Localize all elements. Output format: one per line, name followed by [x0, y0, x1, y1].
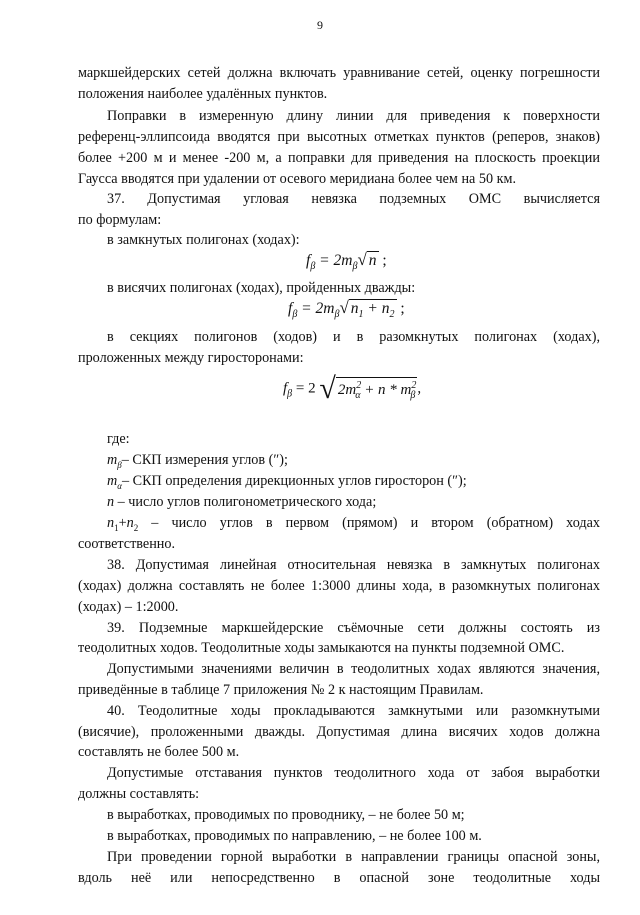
formula-sections: $f_\beta = 2$ √ $2m^2_\alpha + n * m^2_\beta$ ,	[283, 372, 422, 405]
text-line: 37. Допустимая угловая невязка подземных ОМС вычисляется	[107, 191, 600, 207]
text-line: в секциях полигонов (ходов) и в разомкнутых полигонах (ходах),	[107, 329, 600, 345]
text-line: в выработках, проводимых по направлению, – не более 100 м.	[107, 828, 482, 844]
text-line: Поправки в измеренную длину линии для приведения к поверхности	[107, 108, 600, 124]
text-line: 38. Допустимая линейная относительная невязка в замкнутых полигонах	[107, 557, 600, 573]
text-line: вдоль неё или непосредственно в опасной зоне теодолитные ходы	[78, 870, 600, 886]
text-line: 39. Подземные маркшейдерские съёмочные сети должны состоять из	[107, 620, 600, 636]
text-line: соответственно.	[78, 536, 176, 552]
text-line: более +200 м и менее -200 м, а поправки для приведения на плоскость проекции	[78, 150, 600, 166]
page-number: 9	[317, 18, 323, 32]
definition-n: n – число углов полигонометрического хода;	[107, 494, 377, 510]
formula-hanging-polygon: $f_\beta = 2m_\beta√$ $n_1 + n_2$ ;	[288, 298, 405, 321]
text-line: При проведении горной выработки в направлении границы опасной зоны,	[107, 849, 600, 865]
text-line: референц-эллипсоида вводятся при высотных отметках пунктов (реперов, знаков)	[78, 129, 600, 145]
definition-m-alpha: $m_\alpha-$ СКП определения дирекционных углов гиросторон (″);	[107, 473, 467, 491]
text-line: по формулам:	[78, 212, 162, 228]
text-line: теодолитных ходов. Теодолитные ходы замыкаются на пункты подземной ОМС.	[78, 640, 565, 656]
text-line: в выработках, проводимых по проводнику, – не более 50 м;	[107, 807, 465, 823]
text-line: где:	[107, 431, 130, 447]
text-line: (висячие), проложенными дважды. Допустимая длина висячих ходов должна	[78, 724, 600, 740]
text-line: в висячих полигонах (ходах), пройденных дважды:	[107, 280, 416, 296]
text-line: составлять не более 500 м.	[78, 744, 240, 760]
text-line: в замкнутых полигонах (ходах):	[107, 232, 300, 248]
text-line: Гаусса вводятся при удалении от осевого меридиана более чем на 50 км.	[78, 171, 517, 187]
text-line: проложенных между гиросторонами:	[78, 350, 304, 366]
text-line: (ходах) должна составлять не более 1:3000 длины хода, в разомкнутых полигонах	[78, 578, 600, 594]
text-line: приведённые в таблице 7 приложения № 2 к настоящим Правилам.	[78, 682, 484, 698]
text-line: положения наиболее удалённых пунктов.	[78, 86, 328, 102]
text-line: (ходах) – 1:2000.	[78, 599, 179, 615]
text-line: Допустимые отставания пунктов теодолитного хода от забоя выработки	[107, 765, 600, 781]
text-line: должны составлять:	[78, 786, 200, 802]
text-line: Допустимыми значениями величин в теодолитных ходах являются значения,	[107, 661, 600, 677]
text-line: маркшейдерских сетей должна включать уравнивание сетей, оценку погрешности	[78, 65, 600, 81]
definition-m-beta: $m_\beta-$ СКП измерения углов (″);	[107, 452, 288, 470]
formula-closed-polygon: $f_\beta = 2m_\beta√$ n ;	[306, 250, 387, 273]
definition-n1-n2: $n_1+n_2$ – число углов в первом (прямом) и втором (обратном) ходах	[107, 515, 600, 533]
text-line: 40. Теодолитные ходы прокладываются замкнутыми или разомкнутыми	[107, 703, 600, 719]
